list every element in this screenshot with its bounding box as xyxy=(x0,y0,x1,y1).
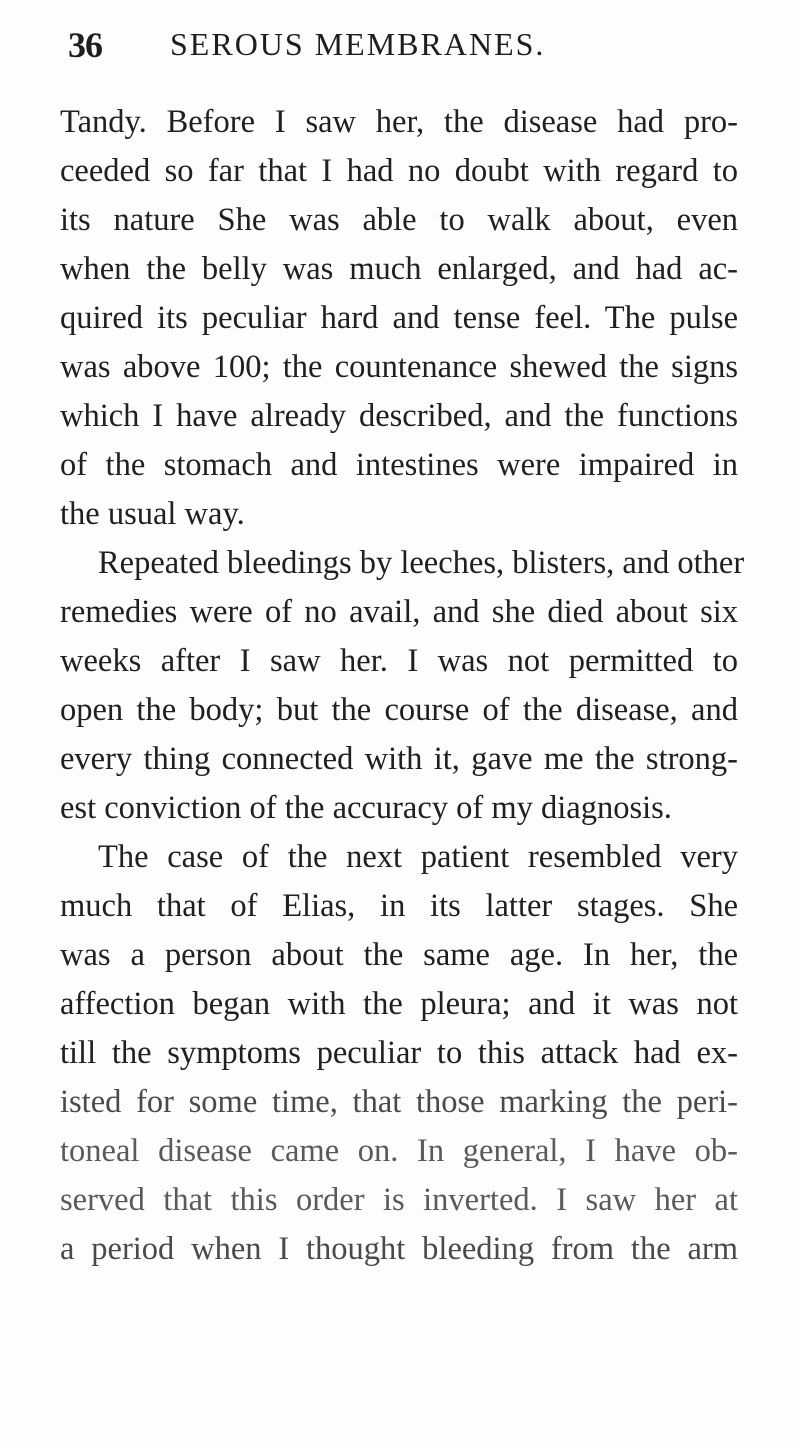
text-line: when the belly was much enlarged, and had ac- xyxy=(60,251,738,287)
text-line: its nature She was able to walk about, even xyxy=(60,202,738,238)
text-line: which I have already described, and the functions xyxy=(60,398,738,434)
text-line: much that of Elias, in its latter stages. She xyxy=(60,888,738,924)
text-line: open the body; but the course of the disease, and xyxy=(60,692,738,728)
running-title: SEROUS MEMBRANES. xyxy=(170,26,546,62)
text-line: every thing connected with it, gave me the strong- xyxy=(60,741,738,777)
running-head xyxy=(68,24,738,84)
text-line: isted for some time, that those marking the peri- xyxy=(60,1084,738,1120)
body-text xyxy=(60,98,745,1274)
text-line: remedies were of no avail, and she died about six xyxy=(60,594,738,630)
text-line: a period when I thought bleeding from the arm xyxy=(60,1231,738,1267)
text-line: weeks after I saw her. I was not permitted to xyxy=(60,643,738,679)
text-line: est conviction of the accuracy of my diagnosis. xyxy=(60,790,672,826)
text-line: till the symptoms peculiar to this attack had ex- xyxy=(60,1035,738,1071)
text-line: affection began with the pleura; and it was not xyxy=(60,986,738,1022)
text-line: the usual way. xyxy=(60,496,245,532)
text-line: ceeded so far that I had no doubt with regard to xyxy=(60,153,738,189)
paragraph-first-line: Repeated bleedings by leeches, blisters, and other xyxy=(98,545,745,581)
paragraph-first-line: The case of the next patient resembled very xyxy=(98,839,738,875)
text-line: quired its peculiar hard and tense feel. The pulse xyxy=(60,300,738,336)
text-line: was a person about the same age. In her, the xyxy=(60,937,738,973)
text-line: of the stomach and intestines were impaired in xyxy=(60,447,738,483)
text-line: served that this order is inverted. I saw her at xyxy=(60,1182,738,1218)
text-line: was above 100; the countenance shewed the signs xyxy=(60,349,738,385)
text-line: toneal disease came on. In general, I have ob- xyxy=(60,1133,738,1169)
page-number: 36 xyxy=(68,25,102,65)
text-line: Tandy. Before I saw her, the disease had pro- xyxy=(60,104,738,140)
